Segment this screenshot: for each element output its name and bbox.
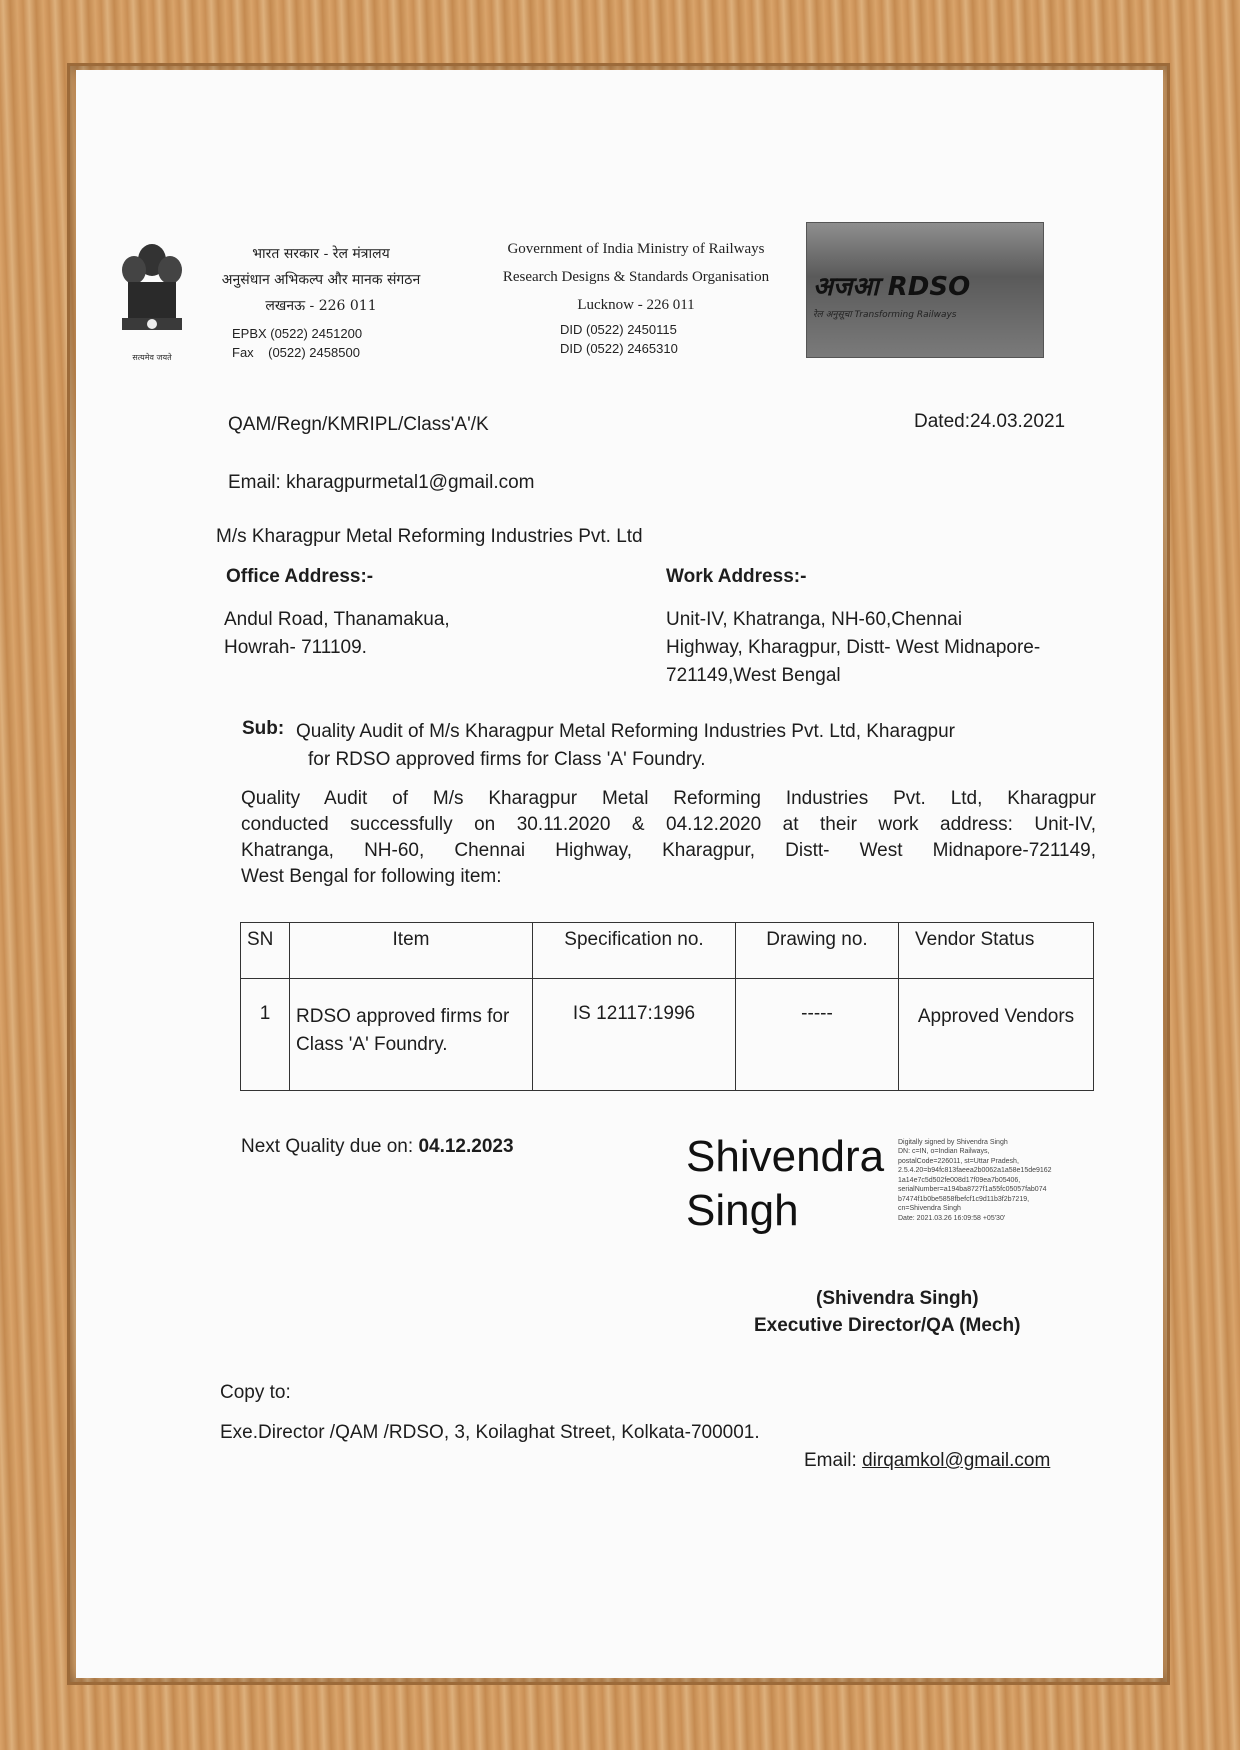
office-address (224, 606, 450, 662)
contact-did (560, 321, 760, 359)
next-due-date: 04.12.2023 (418, 1136, 514, 1157)
work-address-heading: Work Address:- (666, 566, 807, 587)
table-header-row (241, 923, 1094, 979)
body-line: West Bengal for following item: (241, 866, 502, 887)
hindi-line: भारत सरकार - रेल मंत्रालय (252, 246, 390, 262)
subject-text (296, 718, 1096, 774)
work-address-line: 721149,West Bengal (666, 665, 841, 686)
national-emblem-icon (114, 238, 190, 348)
addressee-name: M/s Kharagpur Metal Reforming Industries Pvt. Ltd (216, 526, 643, 547)
epbx-number: EPBX (0522) 2451200 (232, 326, 363, 341)
table-header-drawing: Drawing no. (736, 923, 899, 979)
digital-signature-line: Date: 2021.03.26 16:09:58 +05'30' (898, 1214, 1006, 1222)
next-due (241, 1136, 514, 1158)
rdso-logo-tagline: रेल अनुसूचा Transforming Railways (813, 310, 957, 320)
signatory-title: Executive Director/QA (Mech) (754, 1315, 1021, 1336)
letter-page (76, 70, 1163, 1678)
letter-reference: QAM/Regn/KMRIPL/Class'A'/K (228, 414, 489, 435)
digital-signature-line: postalCode=226011, st=Uttar Pradesh, (898, 1157, 1019, 1165)
table-cell-drawing: ----- (736, 979, 899, 1091)
signature-name-line: Singh (686, 1185, 799, 1235)
copy-to-email (804, 1450, 1050, 1472)
contact-epbx-fax (232, 325, 432, 363)
fax-number: Fax (0522) 2458500 (232, 344, 360, 360)
body-paragraph (241, 786, 1096, 890)
digital-signature-line: cn=Shivendra Singh (898, 1205, 961, 1213)
digital-signature-line: DN: c=IN, o=Indian Railways, (898, 1148, 990, 1156)
body-line: Khatranga, NH-60, Chennai Highway, Kharagpur, Distt- West Midnapore-721149, (241, 840, 1096, 861)
rdso-logo-text: अजआ RDSO (813, 272, 971, 302)
work-address-line: Unit-IV, Khatranga, NH-60,Chennai (666, 609, 963, 630)
digital-signature-line: 1a14e7c5d502fe008d17f09ea7b05406, (898, 1176, 1021, 1184)
table-header-status: Vendor Status (899, 923, 1094, 979)
items-table (240, 922, 1094, 1091)
subject-label: Sub: (242, 718, 285, 739)
work-address-line: Highway, Kharagpur, Distt- West Midnapore- (666, 637, 1041, 658)
body-line: Quality Audit of M/s Kharagpur Metal Reforming Industries Pvt. Ltd, Kharagpur (241, 788, 1096, 809)
english-line: Government of India Ministry of Railways (507, 241, 765, 257)
english-header (476, 236, 796, 319)
table-cell-item: RDSO approved firms for Class 'A' Foundry. (290, 979, 533, 1091)
hindi-header (186, 242, 456, 320)
letter-date: Dated:24.03.2021 (914, 411, 1066, 432)
subject-line: for RDSO approved firms for Class 'A' Foundry. (308, 749, 706, 770)
copy-to-label: Copy to: (220, 1382, 291, 1403)
copy-to-recipient: Exe.Director /QAM /RDSO, 3, Koilaghat Street, Kolkata-700001. (220, 1422, 760, 1443)
hindi-line: लखनऊ - 226 011 (265, 297, 377, 314)
signature-name-line: Shivendra (686, 1132, 885, 1181)
table-header-item: Item (290, 923, 533, 979)
next-due-label: Next Quality due on: (241, 1136, 414, 1157)
table-header-sn: SN (241, 923, 290, 979)
office-address-line: Howrah- 711109. (224, 637, 367, 658)
copy-email-label: Email: (804, 1450, 857, 1471)
did-number: DID (0522) 2465310 (560, 340, 678, 356)
table-cell-spec: IS 12117:1996 (533, 979, 736, 1091)
work-address (666, 606, 1086, 690)
digital-signature-line: b7474f1b0be5858fbefcf1c9d11b3f2b7219, (898, 1195, 1030, 1203)
english-line: Lucknow - 226 011 (577, 296, 695, 313)
signatory-name: (Shivendra Singh) (816, 1288, 979, 1309)
digital-signature-line: 2.5.4.20=b94fc813faeea2b0062a1a58e15de9162 (898, 1167, 1052, 1175)
hindi-line: अनुसंधान अभिकल्प और मानक संगठन (221, 271, 421, 288)
office-address-heading: Office Address:- (226, 566, 374, 587)
english-line: Research Designs & Standards Organisation (502, 268, 770, 285)
table-header-spec: Specification no. (533, 923, 736, 979)
office-address-line: Andul Road, Thanamakua, (224, 609, 450, 630)
table-row (241, 979, 1094, 1091)
emblem-caption: सत्यमेव जयते (132, 353, 172, 362)
body-line: conducted successfully on 30.11.2020 & 04.12.2020 at their work address: Unit-IV, (241, 814, 1096, 835)
did-number: DID (0522) 2450115 (560, 322, 677, 337)
addressee-email: Email: kharagpurmetal1@gmail.com (228, 472, 535, 493)
rdso-logo (806, 222, 1044, 358)
digital-signature-line: Digitally signed by Shivendra Singh (898, 1139, 1008, 1146)
table-cell-status: Approved Vendors (899, 979, 1094, 1091)
table-cell-sn: 1 (241, 979, 290, 1091)
signature-name (686, 1130, 884, 1237)
digital-signature-details (898, 1138, 1098, 1223)
subject-line: Quality Audit of M/s Kharagpur Metal Reforming Industries Pvt. Ltd, Kharagpur (296, 721, 955, 742)
copy-email-link[interactable]: dirqamkol@gmail.com (862, 1450, 1051, 1471)
digital-signature-line: serialNumber=a194ba8727f1a55fc05057fab074 (898, 1186, 1047, 1194)
